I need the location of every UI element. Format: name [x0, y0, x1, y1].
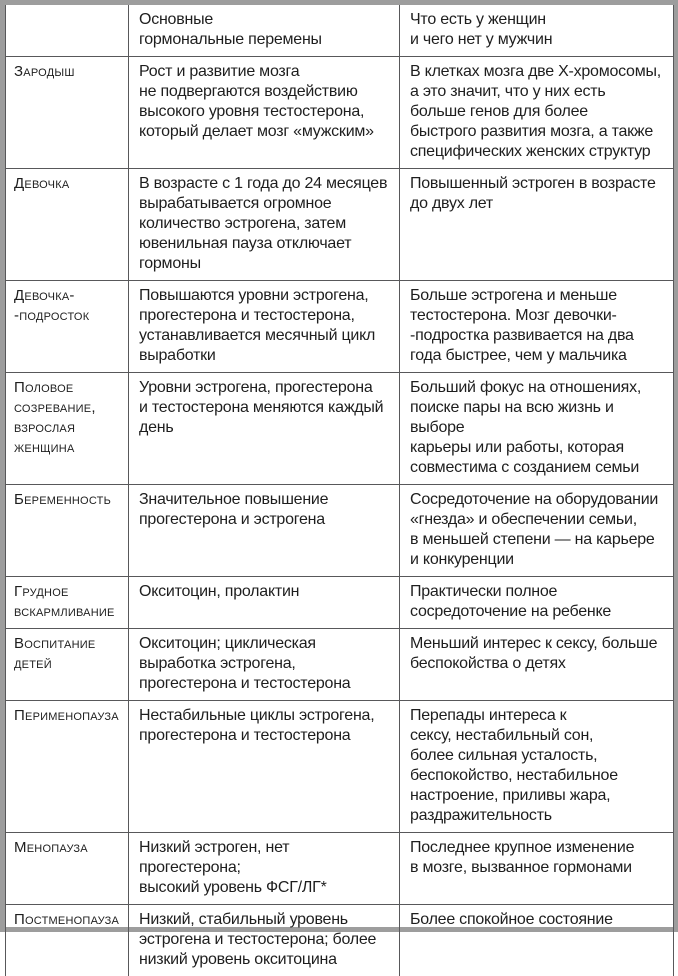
hormonal-changes-cell: Значительное повышение прогестерона и эстрогена: [129, 485, 400, 577]
stage-cell: Девочка: [6, 169, 129, 281]
stage-cell: Беременность: [6, 485, 129, 577]
stage-cell: Грудное вскармливание: [6, 577, 129, 629]
table-row: [6, 629, 674, 701]
table-row: [6, 905, 674, 976]
hormonal-changes-cell: Окситоцин, пролактин: [129, 577, 400, 629]
header-female-cell: Что есть у женщин и чего нет у мужчин: [400, 5, 674, 57]
table-row: [6, 701, 674, 833]
hormonal-changes-cell: Нестабильные циклы эстрогена, прогестерона и тестостерона: [129, 701, 400, 833]
header-row: [6, 5, 674, 57]
stage-cell: Половое созревание, взрослая женщина: [6, 373, 129, 485]
table-row: [6, 485, 674, 577]
stage-cell: Воспитание детей: [6, 629, 129, 701]
female-specific-cell: Перепады интереса к сексу, нестабильный сон, более сильная усталость, беспокойство, нестабильное настроение, приливы жара, раздражительность: [400, 701, 674, 833]
female-specific-cell: Больше эстрогена и меньше тестостерона. Мозг девочки- -подростка развивается на два года быстрее, чем у мальчика: [400, 281, 674, 373]
female-specific-cell: Более спокойное состояние: [400, 905, 674, 976]
hormonal-changes-cell: Уровни эстрогена, прогестерона и тестостерона меняются каждый день: [129, 373, 400, 485]
stage-cell: Девочка- -подросток: [6, 281, 129, 373]
female-specific-cell: Последнее крупное изменение в мозге, вызванное гормонами: [400, 833, 674, 905]
hormonal-changes-cell: Окситоцин; циклическая выработка эстрогена, прогестерона и тестостерона: [129, 629, 400, 701]
table-row: [6, 373, 674, 485]
stage-cell: Менопауза: [6, 833, 129, 905]
table-row: [6, 57, 674, 169]
header-hormonal-cell: Основные гормональные перемены: [129, 5, 400, 57]
table-row: [6, 169, 674, 281]
table-row: [6, 281, 674, 373]
hormonal-changes-cell: Рост и развитие мозга не подвергаются воздействию высокого уровня тестостерона, который делает мозг «мужским»: [129, 57, 400, 169]
female-specific-cell: В клетках мозга две Х-хромосомы, а это значит, что у них есть больше генов для более быстрого развития мозга, а также специфических женских структур: [400, 57, 674, 169]
female-specific-cell: Сосредоточение на оборудовании «гнезда» и обеспечении семьи, в меньшей степени — на карьере и конкуренции: [400, 485, 674, 577]
female-specific-cell: Повышенный эстроген в возрасте до двух лет: [400, 169, 674, 281]
hormonal-changes-cell: В возрасте с 1 года до 24 месяцев вырабатывается огромное количество эстрогена, затем ювенильная пауза отключает гормоны: [129, 169, 400, 281]
hormonal-changes-cell: Низкий, стабильный уровень эстрогена и тестостерона; более низкий уровень окситоцина: [129, 905, 400, 976]
stage-cell: Постменопауза: [6, 905, 129, 976]
stage-cell: Зародыш: [6, 57, 129, 169]
stage-cell: Перименопауза: [6, 701, 129, 833]
female-specific-cell: Больший фокус на отношениях, поиске пары на всю жизнь и выборе карьеры или работы, которая совместима с созданием семьи: [400, 373, 674, 485]
table-row: [6, 577, 674, 629]
header-stage-cell: [6, 5, 129, 57]
table-row: [6, 833, 674, 905]
female-specific-cell: Меньший интерес к сексу, больше беспокойства о детях: [400, 629, 674, 701]
hormonal-changes-cell: Повышаются уровни эстрогена, прогестерона и тестостерона, устанавливается месячный цикл выработки: [129, 281, 400, 373]
hormone-stages-table: [5, 5, 674, 976]
female-specific-cell: Практически полное сосредоточение на ребенке: [400, 577, 674, 629]
hormonal-changes-cell: Низкий эстроген, нет прогестерона; высокий уровень ФСГ/ЛГ*: [129, 833, 400, 905]
